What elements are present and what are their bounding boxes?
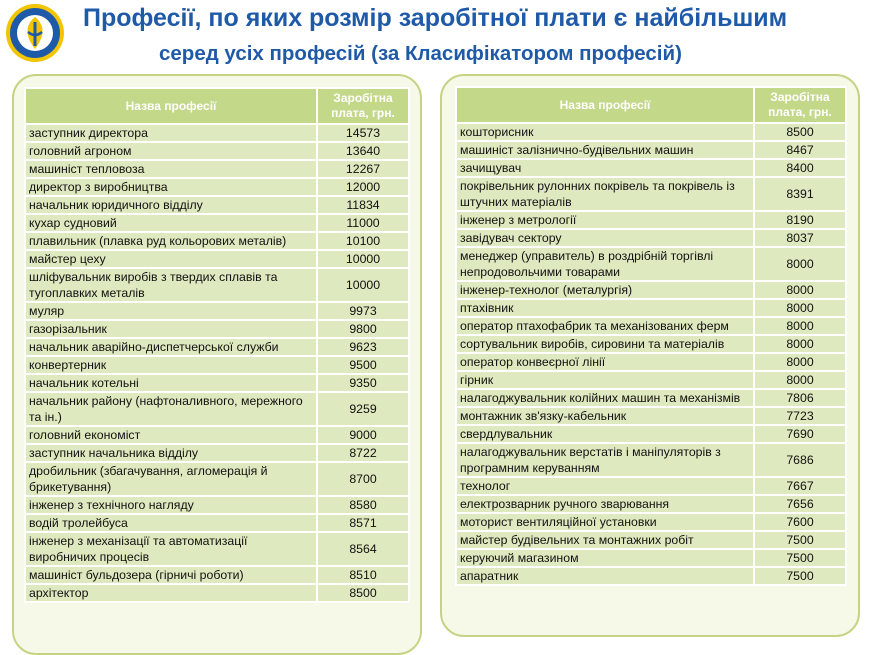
salary-cell: 7500: [754, 567, 846, 585]
salary-cell: 8400: [754, 159, 846, 177]
profession-cell: птахівник: [456, 299, 754, 317]
column-header-salary: [317, 88, 409, 124]
table-row: [25, 356, 409, 374]
salary-cell: 9800: [317, 320, 409, 338]
table-row: [25, 178, 409, 196]
table-row: [456, 159, 846, 177]
table-row: [456, 407, 846, 425]
profession-cell: машиніст тепловоза: [25, 160, 317, 178]
salary-cell: 8037: [754, 229, 846, 247]
table-row: [456, 177, 846, 211]
profession-cell: начальник аварійно-диспетчерської служби: [25, 338, 317, 356]
table-row: [25, 338, 409, 356]
table-row: [25, 124, 409, 142]
profession-cell: муляр: [25, 302, 317, 320]
table-row: [456, 531, 846, 549]
salary-table-right: [455, 86, 847, 586]
salary-cell: 7500: [754, 549, 846, 567]
salary-cell: 10000: [317, 268, 409, 302]
profession-cell: головний економіст: [25, 426, 317, 444]
profession-cell: гірник: [456, 371, 754, 389]
salary-cell: 11834: [317, 196, 409, 214]
salary-cell: 13640: [317, 142, 409, 160]
table-row: [456, 281, 846, 299]
table-row: [25, 584, 409, 602]
profession-cell: налагоджувальник колійних машин та механізмів: [456, 389, 754, 407]
salary-cell: 8190: [754, 211, 846, 229]
column-header-salary-line1: Заробітна: [770, 90, 830, 104]
salary-cell: 7690: [754, 425, 846, 443]
table-row: [25, 566, 409, 584]
salary-cell: 8700: [317, 462, 409, 496]
table-row: [25, 514, 409, 532]
table-row: [25, 496, 409, 514]
profession-cell: керуючий магазином: [456, 549, 754, 567]
salary-cell: 7600: [754, 513, 846, 531]
profession-cell: кухар судновий: [25, 214, 317, 232]
profession-cell: майстер цеху: [25, 250, 317, 268]
salary-cell: 9350: [317, 374, 409, 392]
column-header-salary: [754, 87, 846, 123]
profession-cell: сортувальник виробів, сировини та матеріалів: [456, 335, 754, 353]
salary-cell: 9000: [317, 426, 409, 444]
table-row: [25, 426, 409, 444]
profession-cell: монтажник зв'язку-кабельник: [456, 407, 754, 425]
table-row: [456, 229, 846, 247]
column-header-salary-line2: плата, грн.: [331, 106, 395, 120]
profession-cell: інженер з механізації та автоматизації виробничих процесів: [25, 532, 317, 566]
table-row: [456, 247, 846, 281]
salary-cell: 8000: [754, 281, 846, 299]
salary-cell: 7723: [754, 407, 846, 425]
table-row: [25, 444, 409, 462]
salary-cell: 14573: [317, 124, 409, 142]
profession-cell: плавильник (плавка руд кольорових металів): [25, 232, 317, 250]
table-row: [456, 477, 846, 495]
profession-cell: водій тролейбуса: [25, 514, 317, 532]
table-row: [456, 513, 846, 531]
table-row: [456, 389, 846, 407]
salary-cell: 8000: [754, 335, 846, 353]
profession-cell: завідувач сектору: [456, 229, 754, 247]
salary-cell: 10000: [317, 250, 409, 268]
column-header-salary-line1: Заробітна: [333, 91, 393, 105]
profession-cell: покрівельник рулонних покрівель та покрівель із штучних матеріалів: [456, 177, 754, 211]
table-row: [456, 211, 846, 229]
salary-cell: 8000: [754, 247, 846, 281]
profession-cell: менеджер (управитель) в роздрібній торгівлі непродовольчими товарами: [456, 247, 754, 281]
profession-cell: заступник директора: [25, 124, 317, 142]
column-header-salary-line2: плата, грн.: [768, 105, 832, 119]
profession-cell: майстер будівельних та монтажних робіт: [456, 531, 754, 549]
profession-cell: зачищувач: [456, 159, 754, 177]
profession-cell: конвертерник: [25, 356, 317, 374]
salary-cell: 8500: [317, 584, 409, 602]
column-header-profession: Назва професії: [456, 87, 754, 123]
profession-cell: директор з виробництва: [25, 178, 317, 196]
salary-cell: 8580: [317, 496, 409, 514]
table-row: [25, 374, 409, 392]
table-row: [456, 141, 846, 159]
salary-cell: 9973: [317, 302, 409, 320]
profession-cell: начальник юридичного відділу: [25, 196, 317, 214]
salary-cell: 8564: [317, 532, 409, 566]
salary-cell: 8391: [754, 177, 846, 211]
salary-cell: 12267: [317, 160, 409, 178]
salary-cell: 11000: [317, 214, 409, 232]
salary-cell: 8500: [754, 123, 846, 141]
profession-cell: оператор птахофабрик та механізованих ферм: [456, 317, 754, 335]
profession-cell: шліфувальник виробів з твердих сплавів та тугоплавких металів: [25, 268, 317, 302]
table-row: [456, 353, 846, 371]
salary-cell: 12000: [317, 178, 409, 196]
profession-cell: електрозварник ручного зварювання: [456, 495, 754, 513]
column-header-profession: Назва професії: [25, 88, 317, 124]
table-row: [25, 302, 409, 320]
profession-cell: начальник району (нафтоналивного, мережного та ін.): [25, 392, 317, 426]
table-row: [25, 232, 409, 250]
table-row: [25, 532, 409, 566]
profession-cell: архітектор: [25, 584, 317, 602]
profession-cell: свердлувальник: [456, 425, 754, 443]
table-header-row: [456, 87, 846, 123]
profession-cell: начальник котельні: [25, 374, 317, 392]
ministry-emblem-icon: [4, 2, 66, 64]
table-row: [25, 160, 409, 178]
salary-cell: 7686: [754, 443, 846, 477]
page-title: Професії, по яких розмір заробітної плати є найбільшим: [83, 4, 788, 32]
profession-cell: машиніст бульдозера (гірничі роботи): [25, 566, 317, 584]
profession-cell: інженер з технічного нагляду: [25, 496, 317, 514]
salary-cell: 9623: [317, 338, 409, 356]
table-row: [25, 196, 409, 214]
table-row: [456, 335, 846, 353]
table-row: [25, 462, 409, 496]
salary-table-left: [24, 87, 410, 603]
salary-cell: 8571: [317, 514, 409, 532]
salary-cell: 7500: [754, 531, 846, 549]
salary-cell: 8000: [754, 317, 846, 335]
table-row: [25, 320, 409, 338]
profession-cell: машиніст залізнично-будівельних машин: [456, 141, 754, 159]
table-row: [25, 268, 409, 302]
table-row: [456, 371, 846, 389]
page-subtitle: серед усіх професій (за Класифікатором професій): [159, 42, 682, 65]
salary-cell: 8510: [317, 566, 409, 584]
table-row: [25, 250, 409, 268]
table-header-row: [25, 88, 409, 124]
salary-cell: 7806: [754, 389, 846, 407]
profession-cell: головний агроном: [25, 142, 317, 160]
salary-cell: 9259: [317, 392, 409, 426]
table-row: [456, 299, 846, 317]
salary-cell: 10100: [317, 232, 409, 250]
table-row: [25, 392, 409, 426]
table-body-right: [456, 123, 846, 585]
table-row: [25, 142, 409, 160]
table-row: [456, 567, 846, 585]
salary-cell: 8000: [754, 353, 846, 371]
table-row: [456, 317, 846, 335]
profession-cell: заступник начальника відділу: [25, 444, 317, 462]
salary-cell: 7656: [754, 495, 846, 513]
table-body-left: [25, 124, 409, 602]
salary-cell: 7667: [754, 477, 846, 495]
table-row: [25, 214, 409, 232]
table-row: [456, 549, 846, 567]
profession-cell: інженер з метрології: [456, 211, 754, 229]
salary-cell: 8467: [754, 141, 846, 159]
profession-cell: апаратник: [456, 567, 754, 585]
salary-cell: 8000: [754, 371, 846, 389]
profession-cell: технолог: [456, 477, 754, 495]
profession-cell: моторист вентиляційної установки: [456, 513, 754, 531]
salary-cell: 8000: [754, 299, 846, 317]
profession-cell: дробильник (збагачування, агломерація й брикетування): [25, 462, 317, 496]
table-row: [456, 123, 846, 141]
profession-cell: налагоджувальник верстатів і маніпуляторів з програмним керуванням: [456, 443, 754, 477]
salary-cell: 8722: [317, 444, 409, 462]
profession-cell: газорізальник: [25, 320, 317, 338]
profession-cell: інженер-технолог (металургія): [456, 281, 754, 299]
table-row: [456, 495, 846, 513]
table-row: [456, 443, 846, 477]
salary-cell: 9500: [317, 356, 409, 374]
profession-cell: оператор конвеєрної лінії: [456, 353, 754, 371]
profession-cell: кошторисник: [456, 123, 754, 141]
table-row: [456, 425, 846, 443]
